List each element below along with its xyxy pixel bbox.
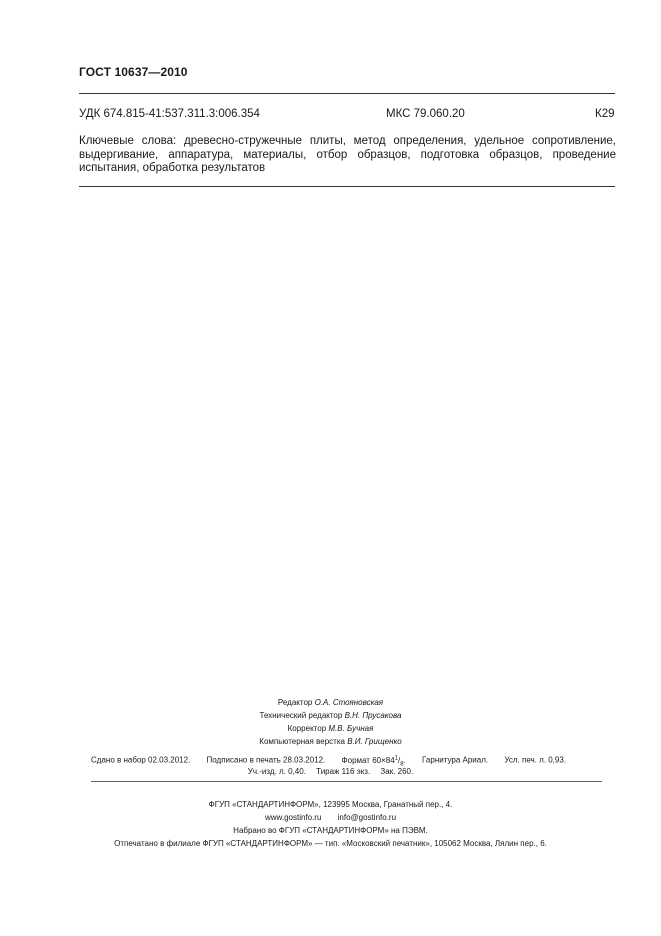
credit-editor [0, 696, 661, 709]
credit-role: Корректор [287, 724, 327, 733]
udk-code: УДК 674.815-41:537.311.3:006.354 [79, 108, 260, 120]
keywords-paragraph: Ключевые слова: древесно-стружечные плиты, метод определения, удельное сопротивление, выдергивание, аппаратура, материалы, отбор образцов, подготовка образцов, проведение испытания, обработка результатов [79, 135, 616, 174]
pub-sheets: Уч.-изд. л. 0,40. [247, 767, 306, 776]
publication-line-2 [0, 765, 661, 778]
k-code: К29 [595, 108, 615, 120]
credit-name: О.А. Стояновская [314, 698, 384, 707]
document-code: ГОСТ 10637—2010 [79, 65, 188, 79]
credit-name: В.Н. Прусакова [344, 711, 402, 720]
order-number: Зак. 260. [380, 767, 414, 776]
printed-note: Отпечатано в филиале ФГУП «СТАНДАРТИНФОРМ» — тип. «Московский печатник», 105062 Москва, Лялин пер., 6. [114, 839, 547, 848]
credit-proofreader [0, 722, 661, 735]
paper-format: Формат $60\times 84^1/_8$. [341, 755, 406, 768]
credit-name: В.И. Грищенко [347, 737, 402, 746]
credit-layout [0, 735, 661, 748]
print-run: Тираж 116 экз. [316, 767, 371, 776]
credits-block [0, 696, 661, 748]
credit-role: Редактор [277, 698, 313, 707]
header-divider [79, 93, 615, 94]
publisher-contacts [0, 811, 661, 824]
credit-role: Технический редактор [259, 711, 343, 720]
publisher-address: ФГУП «СТАНДАРТИНФОРМ», 123995 Москва, Гранатный пер., 4. [208, 800, 453, 809]
credit-tech-editor [0, 709, 661, 722]
credit-role: Компьютерная верстка [259, 737, 345, 746]
credit-name: М.В. Бучная [328, 724, 374, 733]
publisher-website: www.gostinfo.ru [264, 813, 322, 822]
keywords-divider [79, 186, 615, 187]
submitted-date: Сдано в набор 02.03.2012. [91, 755, 191, 765]
print-sheets: Усл. печ. л. 0,93. [504, 755, 567, 765]
publisher-email: info@gostinfo.ru [337, 813, 397, 822]
typeset-note: Набрано во ФГУП «СТАНДАРТИНФОРМ» на ПЭВМ. [233, 826, 428, 835]
mks-code: МКС 79.060.20 [386, 108, 465, 120]
publisher-block [0, 798, 661, 850]
signed-date: Подписано в печать 28.03.2012. [206, 755, 326, 765]
typeface: Гарнитура Ариал. [422, 755, 489, 765]
imprint-divider [91, 781, 602, 782]
